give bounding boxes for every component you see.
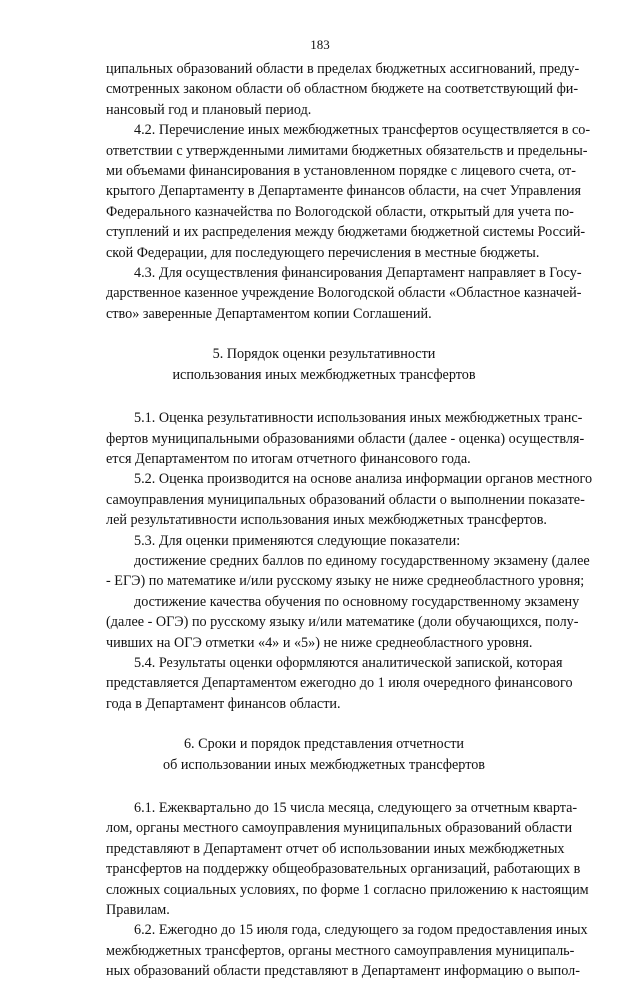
text-line: 5.2. Оценка производится на основе анализа информации органов местного (134, 471, 593, 488)
text-line: достижение качества обучения по основному государственному экзамену (134, 593, 580, 610)
paragraph (106, 408, 585, 469)
section-gap (106, 775, 542, 798)
text-line: нансовый год и плановый период. (106, 101, 312, 118)
text-line: ется Департаментом по итогам отчетного финансового года. (106, 450, 471, 467)
text-line: ми объемами финансирования в установленном порядке с лицевого счета, от- (106, 163, 576, 180)
text-line: представляется Департаментом ежегодно до 1 июля очередного финансового (106, 675, 573, 692)
section-heading (106, 344, 542, 385)
text-line: крытого Департаменту в Департаменте финансов области, на счет Управления (106, 183, 582, 200)
text-line: 5.3. Для оценки применяются следующие показатели: (134, 532, 461, 549)
paragraph (106, 920, 588, 981)
text-line: 4.2. Перечисление иных межбюджетных трансфертов осуществляется в со- (134, 122, 591, 139)
text-line: 4.3. Для осуществления финансирования Департамент направляет в Госу- (134, 265, 582, 282)
text-line: ступлений и их распределения между бюджетами бюджетной системы Россий- (106, 224, 586, 241)
text-line: смотренных законом области об областном бюджете на соответствующий фи- (106, 81, 579, 98)
text-line: лом, органы местного самоуправления муниципальных образований области (106, 820, 573, 837)
section-heading (106, 734, 542, 775)
text-line: ство» заверенные Департаментом копии Соглашений. (106, 305, 432, 322)
text-line: трансфертов на поддержку общеобразовательных организаций, работающих в (106, 861, 581, 878)
text-line: представляют в Департамент отчет об использовании иных межбюджетных (106, 840, 565, 857)
text-line: Правилам. (106, 902, 170, 919)
text-line: сложных социальных условиях, по форме 1 согласно приложению к настоящим (106, 881, 589, 898)
heading-line: 5. Порядок оценки результативности (212, 346, 436, 363)
text-line: Федерального казначейства по Вологодской области, открытый для учета по- (106, 203, 574, 220)
text-line: ответствии с утвержденными лимитами бюджетных обязательств и предельны- (106, 142, 588, 159)
paragraph (106, 531, 542, 551)
paragraph (106, 469, 593, 530)
text-line: 6.2. Ежегодно до 15 июля года, следующего за годом предоставления иных (134, 922, 588, 939)
text-line: самоуправления муниципальных образований области о выполнении показате- (106, 491, 585, 508)
document-body (106, 59, 593, 982)
paragraph (106, 798, 589, 920)
paragraph (106, 653, 573, 714)
text-line: достижение средних баллов по единому государственному экзамену (далее (134, 552, 590, 569)
text-line: (далее - ОГЭ) по русскому языку и/или математике (доли обучающихся, полу- (106, 614, 579, 631)
text-line: ных образований области представляют в Департамент информацию о выпол- (106, 963, 580, 980)
section-gap (106, 714, 542, 734)
heading-line: об использовании иных межбюджетных трансфертов (162, 756, 486, 773)
heading-line: 6. Сроки и порядок представления отчетности (183, 736, 465, 753)
section-gap (106, 324, 542, 344)
text-line: чивших на ОГЭ отметки «4» и «5») не ниже среднеобластного уровня. (106, 634, 533, 651)
page-number: 183 (310, 37, 330, 52)
text-line: межбюджетных трансфертов, органы местного самоуправления муниципаль- (106, 942, 575, 959)
text-line: - ЕГЭ) по математике и/или русскому языку не ниже среднеобластного уровня; (106, 573, 585, 590)
heading-line: использования иных межбюджетных трансфертов (172, 366, 476, 383)
text-line: ской Федерации, для последующего перечисления в местные бюджеты. (106, 244, 540, 261)
text-line: дарственное казенное учреждение Вологодской области «Областное казначей- (106, 285, 582, 302)
text-line: 5.4. Результаты оценки оформляются аналитической запиской, которая (134, 654, 563, 671)
paragraph (106, 59, 580, 120)
paragraph (106, 551, 590, 592)
paragraph (106, 592, 580, 653)
text-line: фертов муниципальными образованиями области (далее - оценка) осуществля- (106, 430, 585, 447)
text-line: 6.1. Ежеквартально до 15 числа месяца, следующего за отчетным кварта- (134, 800, 578, 816)
text-line: лей результативности использования иных межбюджетных трансфертов. (106, 512, 547, 529)
text-line: ципальных образований области в пределах бюджетных ассигнований, преду- (106, 61, 580, 77)
section-gap (106, 385, 542, 408)
paragraph (106, 263, 582, 324)
text-line: 5.1. Оценка результативности использования иных межбюджетных транс- (134, 410, 583, 427)
paragraph (106, 120, 591, 263)
text-line: года в Департамент финансов области. (106, 695, 341, 712)
